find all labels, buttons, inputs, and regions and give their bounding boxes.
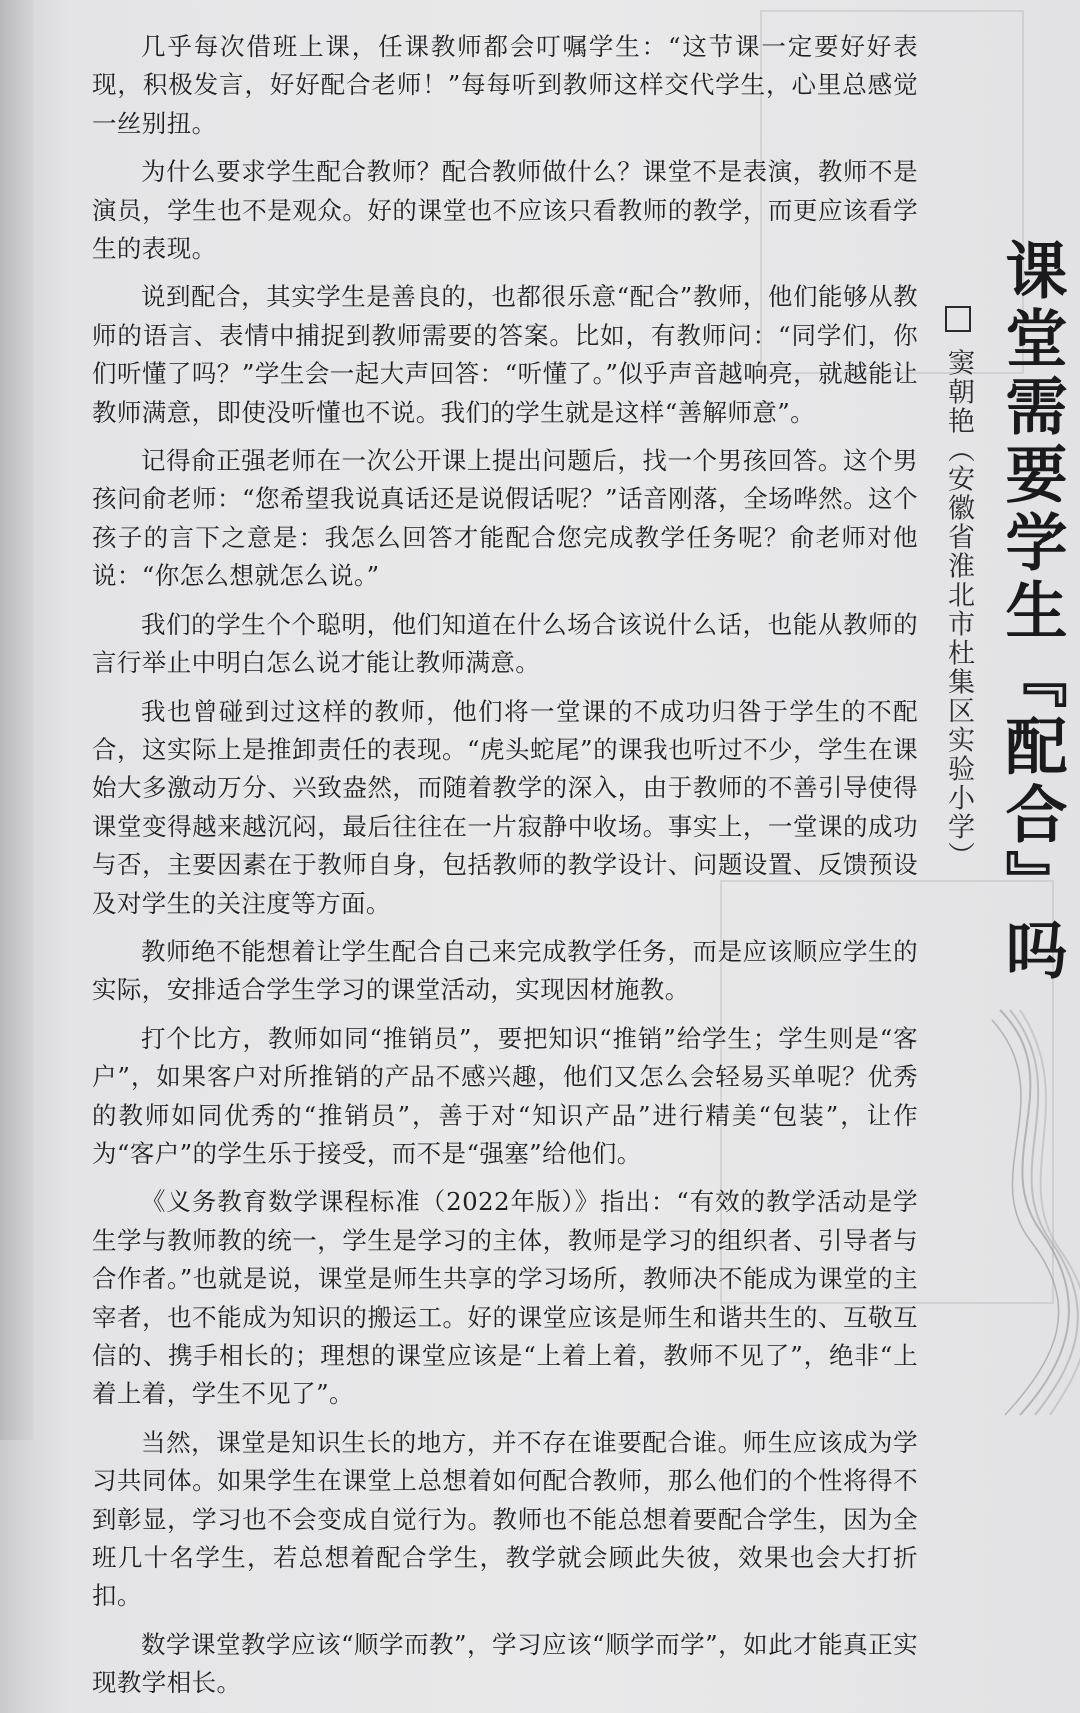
paragraph: 我也曾碰到过这样的教师，他们将一堂课的不成功归咎于学生的不配合，这实际上是推卸责任的表现。“虎头蛇尾”的课我也听过不少，学生在课始大多激动万分、兴致盎然，而随着教学的深入，由于教师的不善引导使得课堂变得越来越沉闷，最后往往在一片寂静中收场。事实上，一堂课的成功与否，主要因素在于教师自身，包括教师的教学设计、问题设置、反馈预设及对学生的关注度等方面。 bbox=[92, 696, 918, 918]
paragraph: 说到配合，其实学生是善良的，也都很乐意“配合”教师，他们能够从教师的语言、表情中捕捉到教师需要的答案。比如，有教师问：“同学们，你们听懂了吗？”学生会一起大声回答：“听懂了。”似乎声音越响亮，就越能让教师满意，即使没听懂也不说。我们的学生就是这样“善解师意”。 bbox=[92, 282, 918, 427]
book-gutter bbox=[0, 0, 34, 1440]
article-title: 课堂需要学生『配合』吗 bbox=[995, 238, 1068, 986]
square-bullet-icon bbox=[945, 306, 971, 332]
decorative-swirl-icon bbox=[980, 1000, 1080, 1420]
author-text: 窦朝艳（安徽省淮北市杜集区实验小学） bbox=[943, 348, 974, 871]
author-byline bbox=[935, 306, 975, 871]
paragraph: 打个比方，教师如同“推销员”，要把知识“推销”给学生；学生则是“客户”，如果客户对所推销的产品不感兴趣，他们又怎么会轻易买单呢？优秀的教师如同优秀的“推销员”，善于对“知识产品”进行精美“包装”，让作为“客户”的学生乐于接受，而不是“强塞”给他们。 bbox=[92, 1023, 918, 1168]
paragraph: 当然，课堂是知识生长的地方，并不存在谁要配合谁。师生应该成为学习共同体。如果学生在课堂上总想着如何配合教师，那么他们的个性将得不到彰显，学习也不会变成自觉行为。教师也不能总想着要配合学生，因为全班几十名学生，若总想着配合学生，教学就会顾此失彼，效果也会大打折扣。 bbox=[92, 1427, 918, 1611]
paragraph: 教师绝不能想着让学生配合自己来完成教学任务，而是应该顺应学生的实际，安排适合学生学习的课堂活动，实现因材施教。 bbox=[92, 936, 918, 1005]
paragraph: 数学课堂教学应该“顺学而教”，学习应该“顺学而学”，如此才能真正实现教学相长。 bbox=[92, 1629, 918, 1698]
paragraph: 为什么要求学生配合教师？配合教师做什么？课堂不是表演，教师不是演员，学生也不是观众。好的课堂也不应该只看教师的教学，而更应该看学生的表现。 bbox=[92, 157, 918, 264]
paragraph: 几乎每次借班上课，任课教师都会叮嘱学生：“这节课一定要好好表现，积极发言，好好配合老师！”每每听到教师这样交代学生，心里总感觉一丝别扭。 bbox=[92, 32, 918, 138]
paragraph: 记得俞正强老师在一次公开课上提出问题后，找一个男孩回答。这个男孩问俞老师：“您希望我说真话还是说假话呢？”话音刚落，全场哗然。这个孩子的言下之意是：我怎么回答才能配合您完成教学任务呢？俞老师对他说：“你怎么想就怎么说。” bbox=[92, 446, 918, 591]
paragraph: 《义务教育数学课程标准（2022年版）》指出：“有效的教学活动是学生学与教师教的统一，学生是学习的主体，教师是学习的组织者、引导者与合作者。”也就是说，课堂是师生共享的学习场所，教师决不能成为课堂的主宰者，也不能成为知识的搬运工。好的课堂应该是师生和谐共生的、互敬互信的、携手相长的；理想的课堂应该是“上着上着，教师不见了”，绝非“上着上着，学生不见了”。 bbox=[92, 1187, 918, 1409]
paragraph: 我们的学生个个聪明，他们知道在什么场合该说什么话，也能从教师的言行举止中明白怎么说才能让教师满意。 bbox=[92, 609, 918, 678]
article-body bbox=[92, 28, 918, 1713]
